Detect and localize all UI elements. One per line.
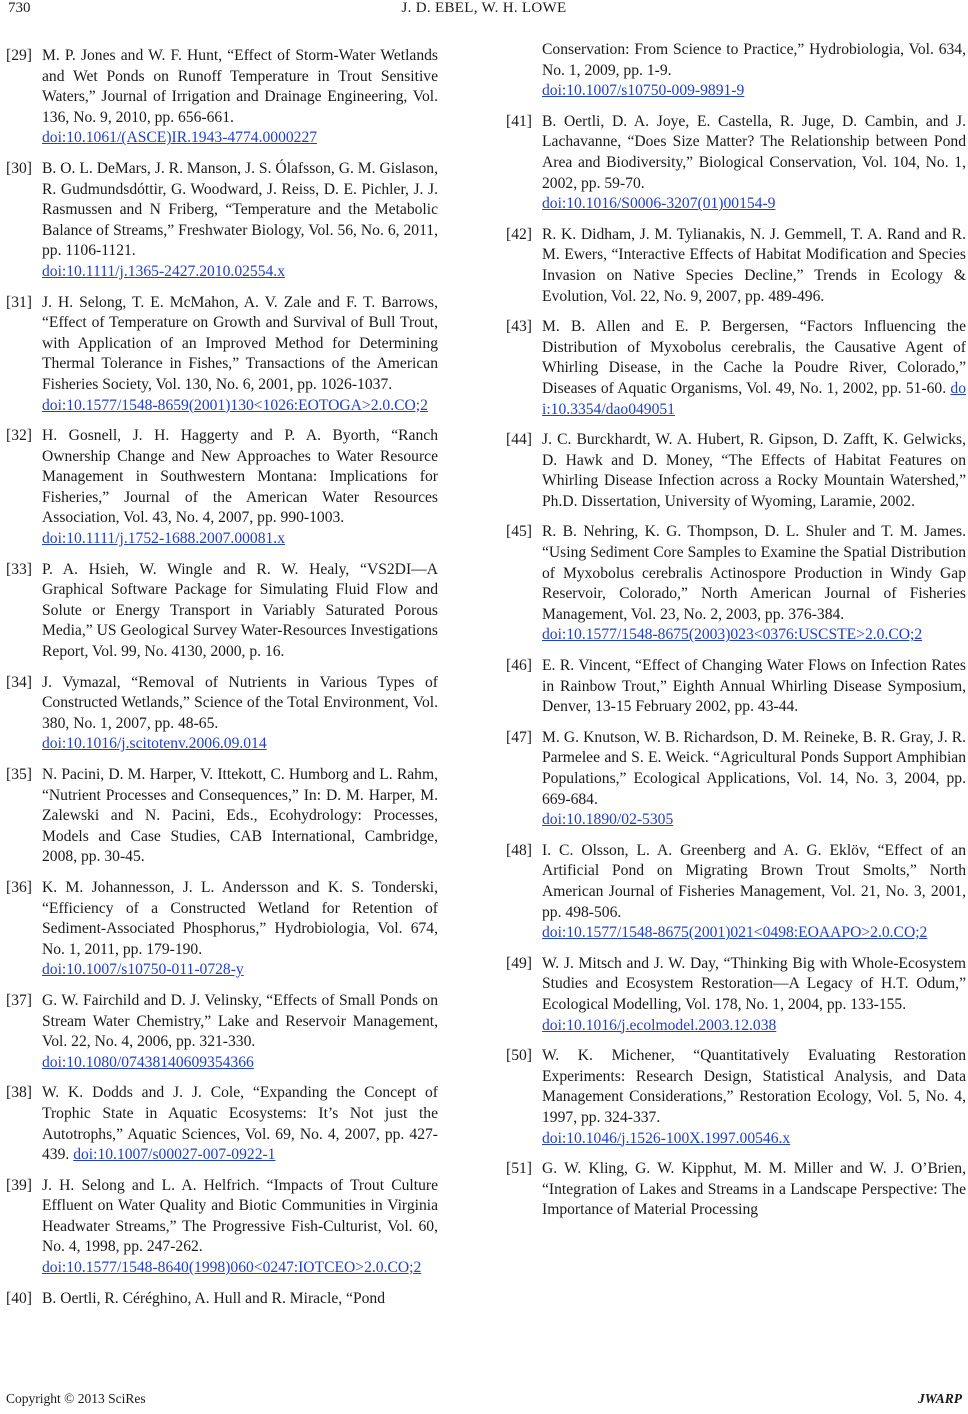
reference-number: [36] [6,878,32,896]
reference-item [6,1083,438,1165]
reference-number: [31] [6,293,32,311]
reference-number: [32] [6,427,32,445]
reference-number: [38] [6,1084,32,1102]
reference-text: H. Gosnell, J. H. Haggerty and P. A. Byorth, “Ranch Ownership Change and New Approaches to Water Resource Management in Southwestern Montana: Implications for Fisheries,” Journal of the American Water Resources Association, Vol. 43, No. 4, 2007, pp. 990-1003. [42,427,438,527]
reference-text: P. A. Hsieh, W. Wingle and R. W. Healy, “VS2DI—A Graphical Software Package for Simulating Fluid Flow and Solute or Energy Transport in Variably Saturated Porous Media,” US Geological Survey Water-Resources Investigations Report, Vol. 99, No. 4130, 2000, p. 16. [42,560,438,661]
reference-text: M. G. Knutson, W. B. Richardson, D. M. Reineke, B. R. Gray, J. R. Parmelee and S. E. Weick. “Agricultural Ponds Support Amphibian Populations,” Ecological Applications, Vol. 14, No. 3, 2004, pp. 669-684. [542,728,966,808]
doi-link[interactable]: doi:10.1016/j.ecolmodel.2003.12.038 [542,1016,777,1034]
reference-item [506,728,966,831]
running-title: J. D. EBEL, W. H. LOWE [401,0,567,16]
doi-link[interactable]: doi:10.1890/02-5305 [542,811,674,829]
doi-link[interactable]: doi:10.1007/s00027-007-0922-1 [73,1146,276,1164]
reference-number: [29] [6,47,32,64]
reference-text: W. K. Dodds and J. J. Cole, “Expanding the Concept of Trophic State in Aquatic Ecosystems: It’s Not just the Autotrophs,” Aquatic Sciences, Vol. 69, No. 4, 2007, pp. 427-439. [42,1084,438,1164]
doi-link[interactable]: doi:10.1577/1548-8675(2003)023<0376:USCSTE>2.0.CO;2 [542,626,923,644]
reference-number: [42] [506,225,532,243]
reference-number: [48] [506,841,532,859]
reference-item [506,1159,966,1221]
reference-number: [34] [6,673,32,691]
reference-text: B. O. L. DeMars, J. R. Manson, J. S. Ólafsson, G. M. Gislason, R. Gudmundsdóttir, G. Woodward, J. Reiss, D. E. Pichler, J. J. Rasmussen and N Friberg, “Temperature and the Metabolic Balance of Streams,” Freshwater Biology, Vol. 56, No. 6, 2011, pp. 1106-1121. [42,159,438,260]
reference-item [506,112,966,215]
reference-text: R. B. Nehring, K. G. Thompson, D. L. Shuler and T. M. James. “Using Sediment Core Samples to Examine the Spatial Distribution of Myxobolus cerebralis Actinospore Production in Windy Gap Reservoir, Colorado,” North American Journal of Fisheries Management, Vol. 23, No. 2, 2003, pp. 376-384. [542,523,966,623]
reference-item-continued [506,40,966,102]
reference-item [6,426,438,550]
reference-text: I. C. Olsson, L. A. Greenberg and A. G. Eklöv, “Effect of an Artificial Pond on Migrating Brown Trout Smolts,” North American Journal of Fisheries Management, Vol. 21, No. 3, 2001, pp. 498-506. [542,841,966,921]
reference-text: G. W. Fairchild and D. J. Velinsky, “Effects of Small Ponds on Stream Water Chemistry,” Lake and Reservoir Management, Vol. 22, No. 4, 2006, pp. 321-330. [42,991,438,1051]
reference-item [506,430,966,512]
reference-number: [35] [6,766,32,783]
reference-item [506,522,966,646]
reference-text: W. J. Mitsch and J. W. Day, “Thinking Big with Whole-Ecosystem Studies and Ecosystem Restoration—A Legacy of H.T. Odum,” Ecological Modelling, Vol. 178, No. 1, 2004, pp. 133-155. [542,954,966,1013]
reference-item [506,841,966,944]
reference-item [6,991,438,1073]
copyright-notice: Copyright © 2013 SciRes [6,1391,146,1406]
reference-item [6,159,438,283]
page-header [0,0,968,22]
reference-text: J. H. Selong and L. A. Helfrich. “Impacts of Trout Culture Effluent on Water Quality and Biotic Communities in Virginia Headwater Streams,” The Progressive Fish-Culturist, Vol. 60, No. 4, 1998, pp. 247-262. [42,1176,438,1256]
reference-number: [51] [506,1160,532,1178]
doi-link[interactable]: doi:10.1046/j.1526-100X.1997.00546.x [542,1129,791,1147]
reference-number: [41] [506,112,532,130]
reference-text: M. P. Jones and W. F. Hunt, “Effect of Storm-Water Wetlands and Wet Ponds on Runoff Temperature in Trout Sensitive Waters,” Journal of Irrigation and Drainage Engineering, Vol. 136, No. 9, 2010, pp. 656-661. [42,47,438,126]
reference-number: [50] [506,1047,532,1065]
reference-item [6,765,438,868]
reference-text: K. M. Johannesson, J. L. Andersson and K. S. Tonderski, “Efficiency of a Constructed Wetland for Retention of Sediment-Associated Phosphorus,” Hydrobiologia, Vol. 674, No. 1, 2011, pp. 179-190. [42,878,438,958]
reference-item [506,225,966,307]
reference-text: B. Oertli, R. Céréghino, A. Hull and R. Miracle, “Pond [42,1289,386,1307]
doi-link[interactable]: doi:10.1577/1548-8640(1998)060<0247:IOTCEO>2.0.CO;2 [42,1259,422,1277]
reference-item [6,560,438,663]
reference-text: Conservation: From Science to Practice,” Hydrobiologia, Vol. 634, No. 1, 2009, pp. 1-9. [542,41,966,79]
doi-link[interactable]: doi:10.3354/dao049051 [542,379,966,418]
references-right-column [506,40,966,1231]
reference-item [506,1046,966,1149]
reference-number: [45] [506,523,532,541]
reference-text: B. Oertli, D. A. Joye, E. Castella, R. Juge, D. Cambin, and J. Lachavanne, “Does Size Matter? The Relationship between Pond Area and Biodiversity,” Biological Conservation, Vol. 104, No. 1, 2002, pp. 59-70. [542,112,966,192]
reference-text: E. R. Vincent, “Effect of Changing Water Flows on Infection Rates in Rainbow Trout,” Eighth Annual Whirling Disease Symposium, Denver, 13-15 February 2002, pp. 43-44. [542,657,966,716]
doi-link[interactable]: doi:10.1016/S0006-3207(01)00154-9 [542,195,776,213]
reference-item [6,46,438,149]
reference-text: J. Vymazal, “Removal of Nutrients in Various Types of Constructed Wetlands,” Science of the Total Environment, Vol. 380, No. 1, 2007, pp. 48-65. [42,673,438,732]
reference-text: J. H. Selong, T. E. McMahon, A. V. Zale and F. T. Barrows, “Effect of Temperature on Growth and Survival of Bull Trout, with Application of an Improved Method for Determining Thermal Tolerance in Fishes,” Transactions of the American Fisheries Society, Vol. 130, No. 6, 2001, pp. 1026-1037. [42,293,438,393]
reference-text: G. W. Kling, G. W. Kipphut, M. M. Miller and W. J. O’Brien, “Integration of Lakes and Streams in a Landscape Perspective: The Importance of Material Processing [542,1160,966,1219]
reference-item [506,317,966,420]
doi-link[interactable]: doi:10.1007/s10750-011-0728-y [42,961,244,979]
doi-link[interactable]: doi:10.1007/s10750-009-9891-9 [542,82,745,100]
reference-text: R. K. Didham, J. M. Tylianakis, N. J. Gemmell, T. A. Rand and R. M. Ewers, “Interactive Effects of Habitat Modification and Species Invasion on Native Species Decline,” Trends in Ecology & Evolution, Vol. 22, No. 9, 2007, pp. 489-496. [542,225,966,305]
reference-number: [43] [506,318,532,336]
page-number: 730 [8,0,31,16]
reference-text: M. B. Allen and E. P. Bergersen, “Factors Influencing the Distribution of Myxobolus cerebralis, the Causative Agent of Whirling Disease, in the Cache la Poudre River, Colorado,” Diseases of Aquatic Organisms, Vol. 49, No. 1, 2002, pp. 51-60. [542,318,966,397]
reference-text: W. K. Michener, “Quantitatively Evaluating Restoration Experiments: Research Design, Statistical Analysis, and Data Management Considerations,” Restoration Ecology, Vol. 5, No. 4, 1997, pp. 324-337. [542,1047,966,1126]
reference-item [506,656,966,718]
doi-link[interactable]: doi:10.1061/(ASCE)IR.1943-4774.0000227 [42,129,318,147]
reference-number: [44] [506,431,532,449]
reference-number: [40] [6,1289,32,1307]
reference-item [6,673,438,755]
reference-number: [39] [6,1176,32,1194]
doi-link[interactable]: doi:10.1080/07438140609354366 [42,1053,254,1071]
reference-text: J. C. Burckhardt, W. A. Hubert, R. Gipson, D. Zafft, K. Gelwicks, D. Hawk and D. Money, “The Effects of Habitat Features on Whirling Disease Infection across a Rocky Mountain Watershed,” Ph.D. Dissertation, University of Wyoming, Laramie, 2002. [542,431,966,510]
reference-number: [49] [506,954,532,972]
doi-link[interactable]: doi:10.1111/j.1752-1688.2007.00081.x [42,530,285,548]
references-left-column [6,46,438,1319]
doi-link[interactable]: doi:10.1577/1548-8659(2001)130<1026:EOTOGA>2.0.CO;2 [42,396,428,414]
doi-link[interactable]: doi:10.1577/1548-8675(2001)021<0498:EOAAPO>2.0.CO;2 [542,924,928,942]
reference-number: [30] [6,159,32,177]
reference-number: [33] [6,560,32,578]
doi-link[interactable]: doi:10.1016/j.scitotenv.2006.09.014 [42,735,267,753]
reference-item [6,1176,438,1279]
reference-item [6,293,438,417]
reference-number: [47] [506,728,532,746]
reference-number: [46] [506,657,532,675]
reference-item [6,878,438,981]
reference-number: [37] [6,991,32,1009]
reference-text: N. Pacini, D. M. Harper, V. Ittekott, C. Humborg and L. Rahm, “Nutrient Processes and Consequences,” In: D. M. Harper, M. Zalewski and N. Pacini, Eds., Ecohydrology: Processes, Models and Case Studies, CAB International, Cambridge, 2008, pp. 30-45. [42,766,438,866]
reference-item [6,1289,438,1310]
doi-link[interactable]: doi:10.1111/j.1365-2427.2010.02554.x [42,262,285,280]
reference-item [506,954,966,1036]
journal-abbreviation: JWARP [917,1391,962,1406]
